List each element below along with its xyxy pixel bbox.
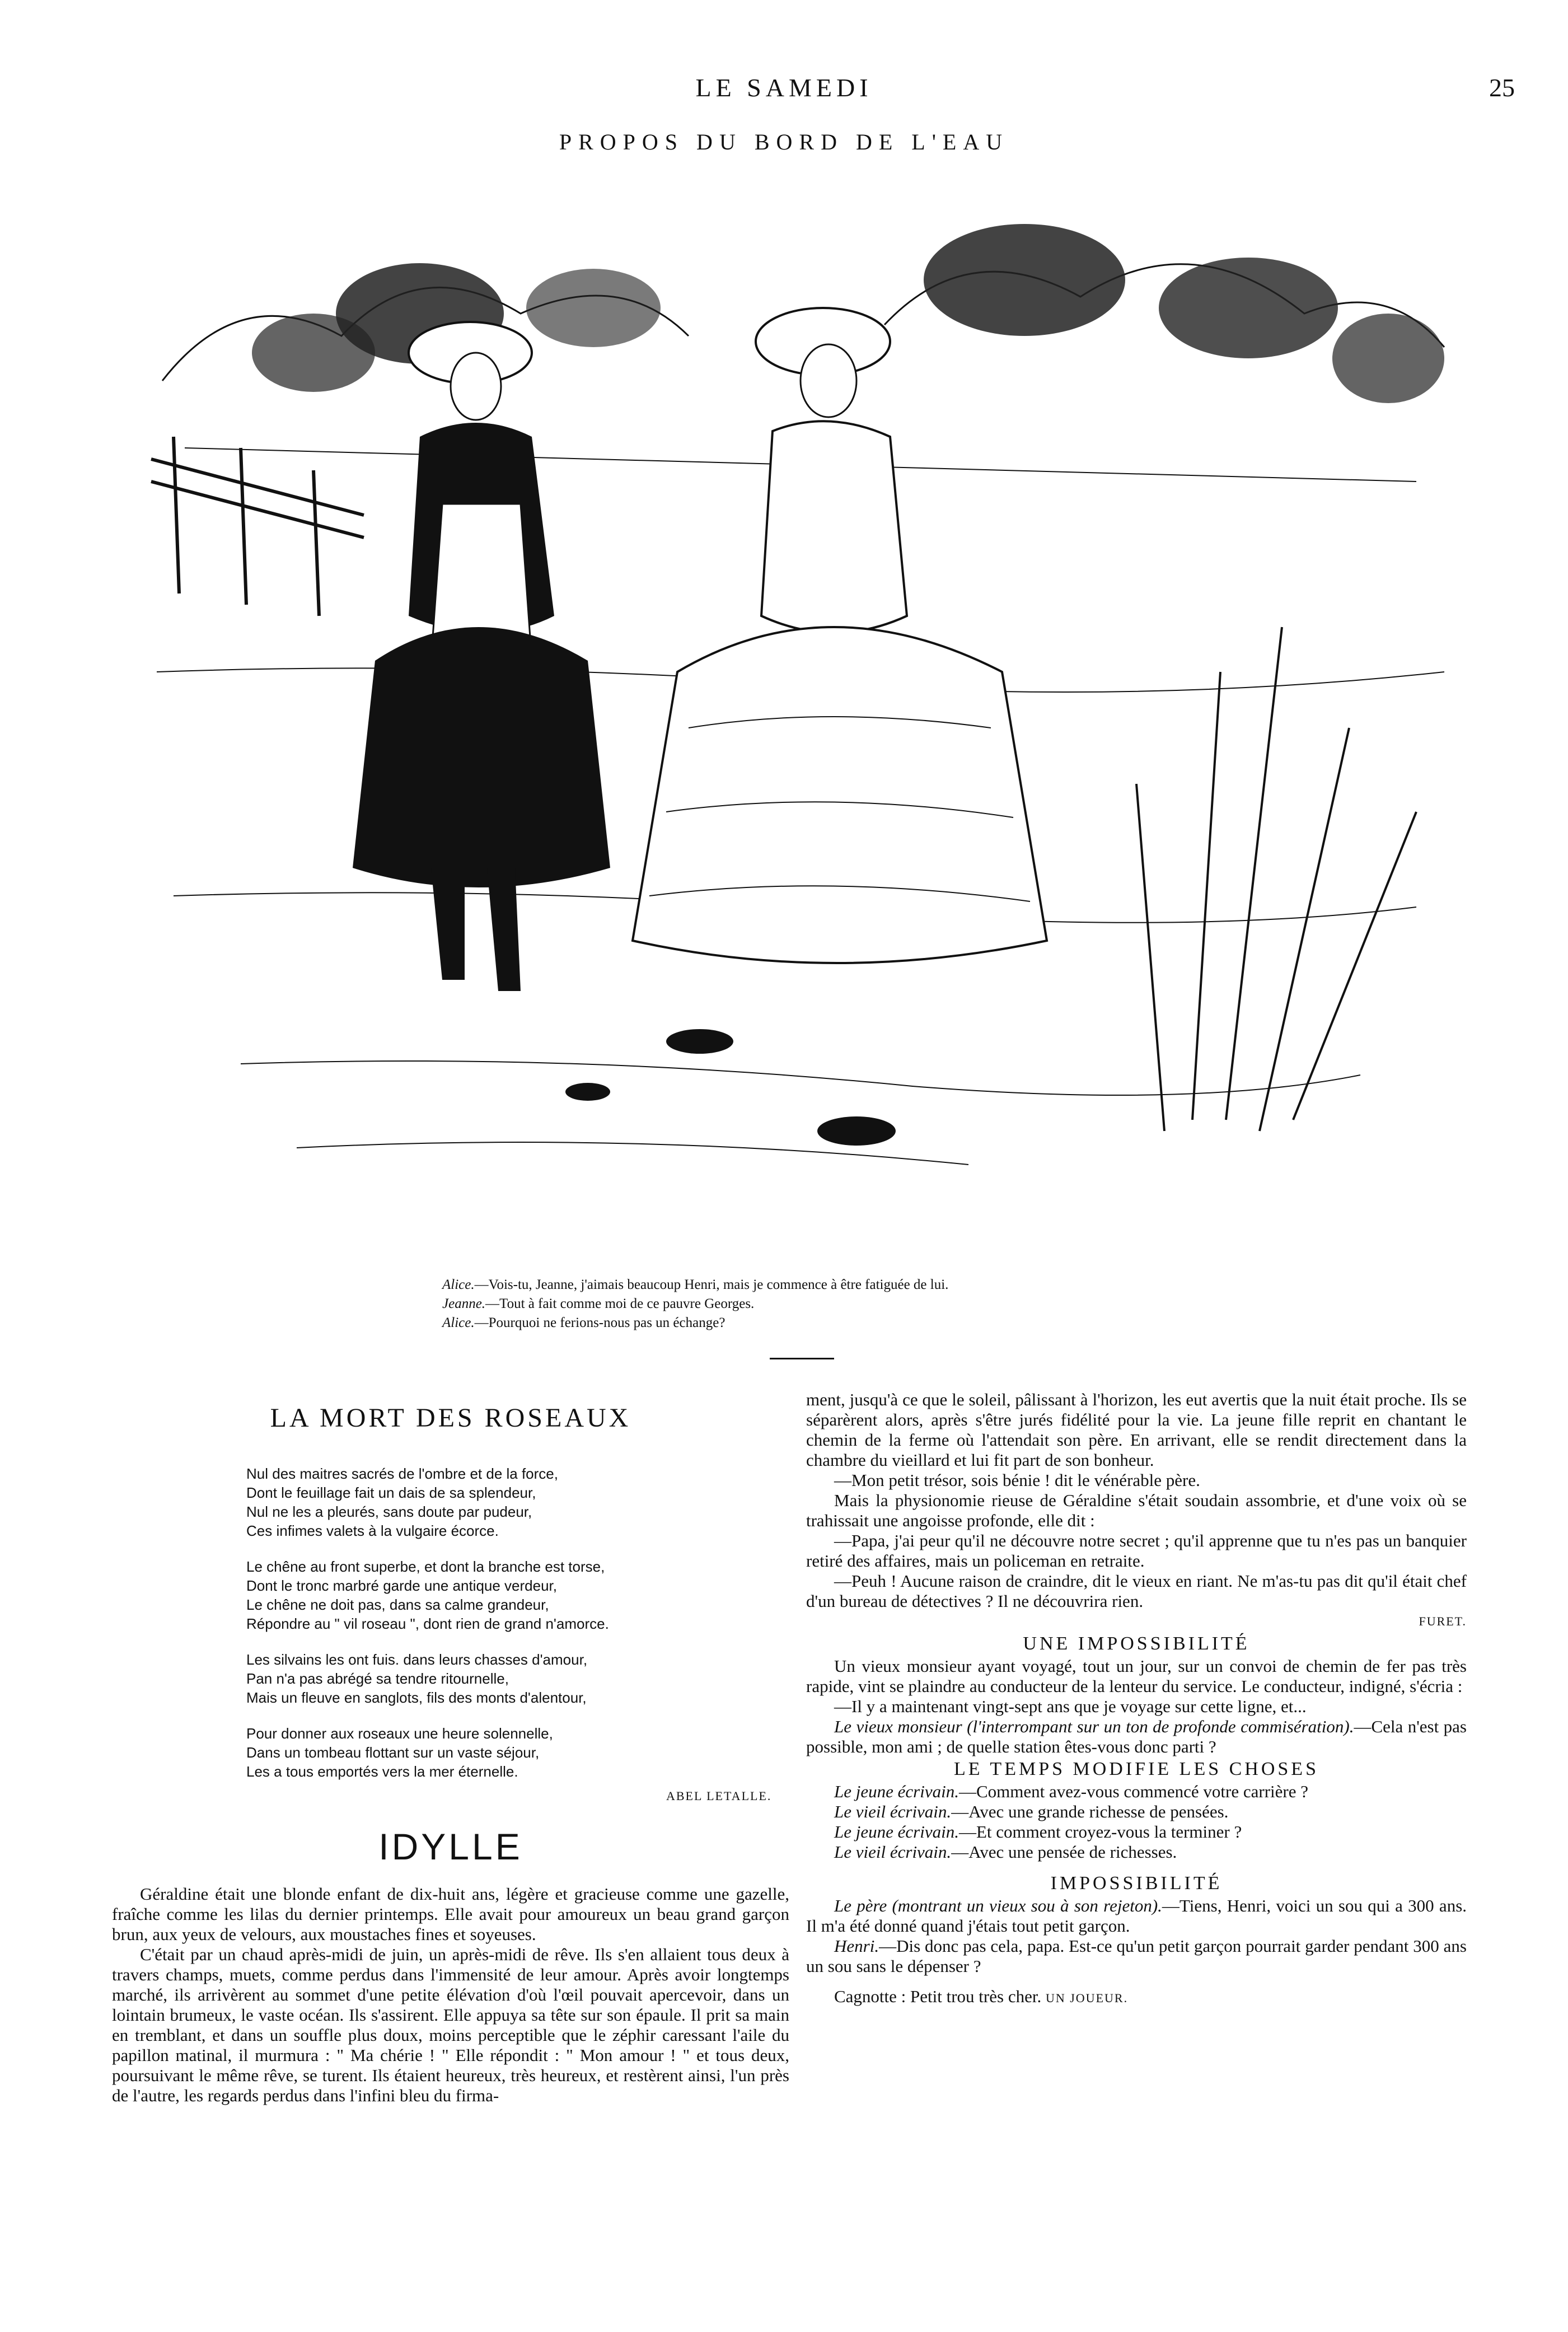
caption-text: —Pourquoi ne ferions-nous pas un échange? [474, 1315, 726, 1330]
caption-divider [770, 1358, 834, 1359]
paragraph [806, 1987, 1467, 2008]
right-column [806, 1390, 1467, 2008]
stones [565, 1029, 896, 1146]
speaker: Le vieux monsieur (l'interrompant sur un ton de profonde commisération). [834, 1717, 1354, 1736]
poem-line: Dont le feuillage fait un dais de sa splendeur, [246, 1484, 536, 1501]
impossibilite2-title: IMPOSSIBILITÉ [1050, 1873, 1223, 1894]
poem-body [246, 1464, 750, 1798]
dialogue-line [806, 1802, 1467, 1822]
dialogue-text: —Comment avez-vous commencé votre carrière ? [958, 1782, 1308, 1801]
caption-speaker: Alice. [442, 1315, 475, 1330]
temps-title: LE TEMPS MODIFIE LES CHOSES [954, 1759, 1319, 1779]
paragraph [806, 1717, 1467, 1757]
poem-stanza [246, 1464, 750, 1540]
idylle-body [112, 1884, 789, 2106]
illustration-title: PROPOS DU BORD DE L'EAU [559, 129, 1009, 155]
dialogue-text: —Avec une grande richesse de pensées. [951, 1802, 1229, 1821]
caption-text: —Vois-tu, Jeanne, j'aimais beaucoup Henri, mais je commence à être fatiguée de lui. [474, 1277, 949, 1292]
poem-stanza [246, 1724, 750, 1781]
poem-author: ABEL LETALLE. [666, 1789, 772, 1803]
paragraph: —Mon petit trésor, sois bénie ! dit le vénérable père. [834, 1470, 1200, 1490]
poem-line: Nul des maitres sacrés de l'ombre et de la force, [246, 1465, 558, 1482]
figure-alice [353, 322, 610, 991]
poem-line: Les a tous emportés vers la mer éternelle. [246, 1763, 518, 1780]
engraving-illustration [129, 168, 1461, 1232]
poem-line: Le chêne au front superbe, et dont la branche est torse, [246, 1558, 605, 1575]
caption-line [442, 1275, 1282, 1294]
joke-signature: UN JOUEUR. [1045, 1991, 1129, 2005]
caption-line [442, 1294, 1282, 1314]
dialogue-line [806, 1842, 1467, 1862]
paragraph: —Papa, j'ai peur qu'il ne découvre notre secret ; qu'il apprenne que tu n'es pas un banquier retiré des affaires, mais un policeman en retraite. [806, 1531, 1467, 1571]
poem-line: Pan n'a pas abrégé sa tendre ritournelle, [246, 1670, 509, 1687]
reeds [1136, 627, 1416, 1131]
speaker: Le père (montrant un vieux sou à son rejeton). [834, 1896, 1162, 1915]
dialogue-line [806, 1822, 1467, 1842]
tree-foliage-right [924, 224, 1444, 403]
paragraph: —Il y a maintenant vingt-sept ans que je voyage sur cette ligne, et... [834, 1697, 1307, 1716]
paragraph [806, 1936, 1467, 1976]
figure-jeanne [633, 308, 1047, 963]
poem-line: Nul ne les a pleurés, sans doute par pudeur, [246, 1503, 532, 1520]
dialogue-line [806, 1782, 1467, 1802]
fence [151, 437, 364, 616]
speaker: Le vieil écrivain. [834, 1842, 952, 1862]
idylle-signature: FURET. [1419, 1614, 1467, 1628]
dialogue-text: —Tiens, Henri, voici un sou qui a 300 ans. Il m'a été donné quand j'étais tout petit garçon. [806, 1896, 1467, 1936]
poem-line: Mais un fleuve en sanglots, fils des monts d'alentour, [246, 1689, 587, 1706]
paragraph [806, 1896, 1467, 1936]
speaker: Le vieil écrivain. [834, 1802, 952, 1821]
caption-line [442, 1314, 1282, 1333]
paragraph: ment, jusqu'à ce que le soleil, pâlissant à l'horizon, les eut avertis que la nuit était proche. Ils se séparèrent alors, après s'être jurés fidélité pour la vie. La jeune fille reprit en chantant le chemin de la ferme où l'attendait son père. En arrivant, elle se rendit directement dans la chambre du vieillard et lui fit part de son bonheur. [806, 1390, 1467, 1470]
paragraph: Géraldine était une blonde enfant de dix-huit ans, légère et gracieuse comme une gazelle, fraîche comme les lilas du dernier printemps. Elle avait pour amoureux un beau grand garçon brun, aux yeux de velours, aux moustaches fines et soyeuses. [112, 1884, 789, 1944]
poem-line: Dont le tronc marbré garde une antique verdeur, [246, 1577, 558, 1594]
page-number: 25 [1489, 73, 1515, 102]
paragraph: Un vieux monsieur ayant voyagé, tout un jour, sur un convoi de chemin de fer pas très rapide, vint se plaindre au conducteur de la lenteur du service. Le conducteur, indigné, s'écria : [806, 1656, 1467, 1696]
caption-speaker: Jeanne. [442, 1296, 486, 1311]
poem-line: Les silvains les ont fuis. dans leurs chasses d'amour, [246, 1651, 588, 1668]
paragraph: C'était par un chaud après-midi de juin, un après-midi de rêve. Ils s'en allaient tous deux à travers champs, muets, comme perdus dans l'immensité de leur amour. Après avoir longtemps marché, ils arrivèrent au sommet d'une petite élévation d'où l'œil pouvait apercevoir, dans un lointain brumeux, le vaste océan. Ils s'assirent. Elle appuya sa tête sur son épaule. Il prit sa main en tremblant, et dans un souffle plus doux, moins perceptible que le zéphir caressant l'aile du papillon matinal, il murmura : " Ma chérie ! " Elle répondit : " Mon amour ! " et tous deux, poursuivant le même rêve, se turent. Ils étaient heureux, très heureux, et restèrent ainsi, l'un près de l'autre, les regards perdus dans l'infini bleu du firma- [112, 1945, 789, 2105]
caption-text: —Tout à fait comme moi de ce pauvre Georges. [485, 1296, 755, 1311]
poem-stanza [246, 1557, 750, 1633]
caption-speaker: Alice. [442, 1277, 475, 1292]
poem-line: Répondre au " vil roseau ", dont rien de grand n'amorce. [246, 1615, 609, 1632]
speaker: Le jeune écrivain. [834, 1822, 959, 1842]
illustration-caption [442, 1275, 1282, 1333]
poem-line: Pour donner aux roseaux une heure solennelle, [246, 1725, 553, 1742]
poem-stanza [246, 1650, 750, 1707]
poem-line: Ces infimes valets à la vulgaire écorce. [246, 1522, 499, 1539]
impossibilite-title: UNE IMPOSSIBILITÉ [1023, 1633, 1250, 1654]
paragraph: —Peuh ! Aucune raison de craindre, dit le vieux en riant. Ne m'as-tu pas dit qu'il était chef d'un bureau de détectives ? Il ne découvrira rien. [806, 1571, 1467, 1611]
poem-title: LA MORT DES ROSEAUX [270, 1403, 631, 1433]
speaker: Henri. [834, 1936, 879, 1956]
dialogue-text: —Cela n'est pas possible, mon ami ; de quelle station êtes-vous donc parti ? [806, 1717, 1467, 1756]
running-head: LE SAMEDI [695, 73, 873, 102]
poem-line: Dans un tombeau flottant sur un vaste séjour, [246, 1744, 540, 1761]
dialogue-text: —Avec une pensée de richesses. [951, 1842, 1177, 1862]
paragraph: Mais la physionomie rieuse de Géraldine s'était soudain assombrie, et d'une voix où se trahissait une angoisse profonde, elle dit : [806, 1490, 1467, 1530]
speaker: Le jeune écrivain. [834, 1782, 959, 1801]
joke-text: Cagnotte : Petit trou très cher. [834, 1987, 1042, 2006]
idylle-title: IDYLLE [378, 1826, 523, 1867]
dialogue-text: —Dis donc pas cela, papa. Est-ce qu'un petit garçon pourrait garder pendant 300 ans un sou sans le dépenser ? [806, 1936, 1467, 1976]
poem-line: Le chêne ne doit pas, dans sa calme grandeur, [246, 1596, 549, 1613]
dialogue-text: —Et comment croyez-vous la terminer ? [958, 1822, 1242, 1842]
